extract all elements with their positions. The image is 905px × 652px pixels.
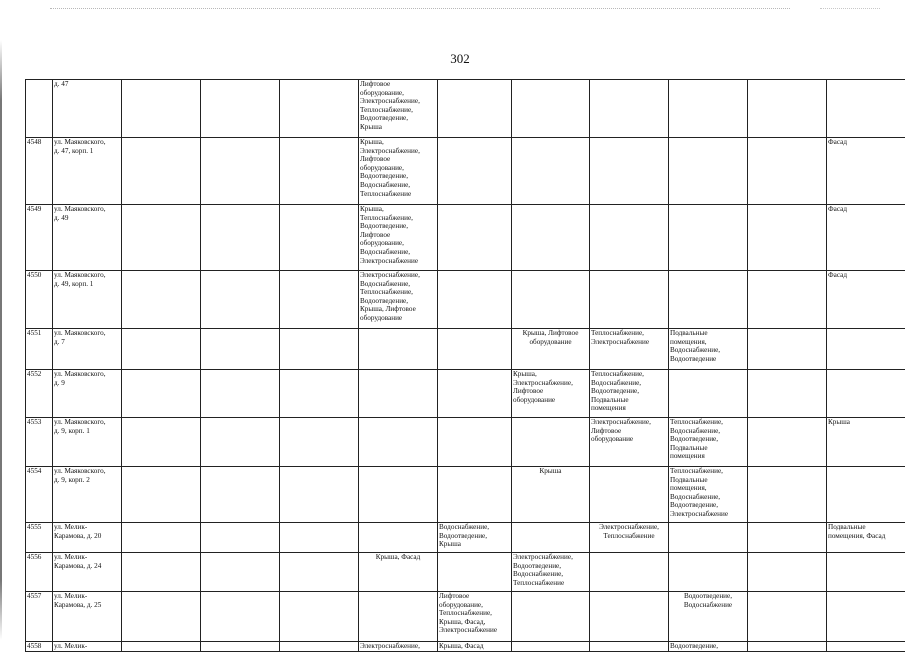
works-cell	[280, 271, 359, 329]
row-number-cell	[26, 80, 53, 138]
works-cell	[669, 205, 748, 271]
row-number-cell: 4548	[26, 138, 53, 205]
works-cell	[438, 329, 512, 370]
works-cell	[438, 138, 512, 205]
works-cell	[590, 205, 669, 271]
works-cell	[280, 553, 359, 592]
address-cell: ул. Маяковского, д. 7	[53, 329, 122, 370]
works-cell	[438, 418, 512, 467]
works-cell: Крыша, Лифтовое оборудование	[512, 329, 590, 370]
works-cell: Водоотведение, Водоснабжение	[669, 592, 748, 642]
works-cell: Электроснабжение, Водоотведение, Водоснабжение, Теплоснабжение	[512, 553, 590, 592]
works-cell	[201, 370, 280, 418]
works-cell	[512, 418, 590, 467]
works-cell	[122, 418, 201, 467]
works-cell	[122, 80, 201, 138]
works-cell	[590, 80, 669, 138]
table-row	[26, 329, 905, 370]
works-cell	[748, 370, 827, 418]
works-cell	[122, 592, 201, 642]
works-cell	[280, 370, 359, 418]
works-cell	[122, 329, 201, 370]
table-row	[26, 642, 905, 652]
works-cell	[280, 329, 359, 370]
works-cell	[590, 553, 669, 592]
works-cell: Крыша	[827, 418, 905, 467]
scan-left-edge	[0, 40, 2, 640]
address-cell: ул. Маяковского, д. 9, корп. 2	[53, 467, 122, 523]
works-cell: Теплоснабжение, Подвальные помещения, Водоснабжение, Водоотведение, Электроснабжение	[669, 467, 748, 523]
address-cell: ул. Маяковского, д. 49	[53, 205, 122, 271]
works-cell	[512, 80, 590, 138]
works-cell: Водоотведение,	[669, 642, 748, 652]
works-cell	[512, 523, 590, 553]
works-cell	[669, 523, 748, 553]
address-cell: ул. Маяковского, д. 9, корп. 1	[53, 418, 122, 467]
works-cell	[748, 205, 827, 271]
works-cell	[748, 467, 827, 523]
works-cell: Крыша, Электроснабжение, Лифтовое оборудование, Водоотведение, Водоснабжение, Теплоснабжение	[359, 138, 438, 205]
works-cell	[122, 271, 201, 329]
works-cell	[359, 329, 438, 370]
works-cell: Лифтовое оборудование, Электроснабжение, Теплоснабжение, Водоотведение, Крыша	[359, 80, 438, 138]
page-number: 302	[440, 51, 480, 67]
works-cell	[748, 592, 827, 642]
row-number-cell: 4552	[26, 370, 53, 418]
address-cell: ул. Маяковского, д. 47, корп. 1	[53, 138, 122, 205]
row-number-cell: 4555	[26, 523, 53, 553]
works-cell	[827, 642, 905, 652]
works-cell	[201, 467, 280, 523]
table-row	[26, 370, 905, 418]
works-cell	[748, 80, 827, 138]
works-cell	[748, 271, 827, 329]
works-cell	[359, 418, 438, 467]
works-cell	[201, 205, 280, 271]
works-cell: Лифтовое оборудование, Теплоснабжение, Крыша, Фасад, Электроснабжение	[438, 592, 512, 642]
works-cell: Фасад	[827, 205, 905, 271]
works-cell	[280, 592, 359, 642]
works-cell	[748, 418, 827, 467]
works-cell	[201, 523, 280, 553]
works-cell	[669, 271, 748, 329]
works-cell: Электроснабжение,	[359, 642, 438, 652]
works-cell	[827, 467, 905, 523]
works-cell	[512, 271, 590, 329]
works-cell: Фасад	[827, 138, 905, 205]
table-row	[26, 138, 905, 205]
works-cell	[512, 205, 590, 271]
table-row	[26, 80, 905, 138]
works-cell	[122, 467, 201, 523]
table-row	[26, 418, 905, 467]
works-cell	[122, 523, 201, 553]
address-cell: ул. Маяковского, д. 49, корп. 1	[53, 271, 122, 329]
row-number-cell: 4551	[26, 329, 53, 370]
table-body	[26, 80, 905, 652]
table-row	[26, 205, 905, 271]
works-cell: Теплоснабжение, Водоснабжение, Водоотведение, Подвальные помещения	[590, 370, 669, 418]
address-cell: ул. Мелик-	[53, 642, 122, 652]
row-number-cell: 4557	[26, 592, 53, 642]
works-cell	[512, 642, 590, 652]
works-cell: Электроснабжение, Водоснабжение, Теплоснабжение, Водоотведение, Крыша, Лифтовое оборудование	[359, 271, 438, 329]
works-cell	[280, 205, 359, 271]
works-cell	[669, 370, 748, 418]
works-cell	[590, 138, 669, 205]
works-cell	[201, 271, 280, 329]
table-row	[26, 271, 905, 329]
row-number-cell: 4553	[26, 418, 53, 467]
works-cell	[748, 523, 827, 553]
address-cell: ул. Мелик- Карамова, д. 20	[53, 523, 122, 553]
works-cell	[438, 80, 512, 138]
works-cell	[827, 329, 905, 370]
works-cell	[748, 329, 827, 370]
works-cell: Электроснабжение, Теплоснабжение	[590, 523, 669, 553]
works-cell	[438, 205, 512, 271]
works-cell	[827, 370, 905, 418]
works-cell	[438, 370, 512, 418]
works-cell	[827, 592, 905, 642]
works-cell	[122, 642, 201, 652]
works-cell	[359, 467, 438, 523]
works-cell	[590, 467, 669, 523]
row-number-cell: 4550	[26, 271, 53, 329]
works-cell	[359, 592, 438, 642]
works-cell: Теплоснабжение, Электроснабжение	[590, 329, 669, 370]
works-cell	[201, 138, 280, 205]
works-cell	[280, 80, 359, 138]
works-cell	[438, 271, 512, 329]
scan-noise-line-right	[820, 8, 880, 9]
works-cell	[359, 370, 438, 418]
works-cell	[280, 523, 359, 553]
works-cell	[748, 553, 827, 592]
works-cell	[590, 592, 669, 642]
row-number-cell: 4554	[26, 467, 53, 523]
works-cell	[827, 80, 905, 138]
address-cell: ул. Мелик- Карамова, д. 25	[53, 592, 122, 642]
row-number-cell: 4558	[26, 642, 53, 652]
table-row	[26, 553, 905, 592]
works-cell	[669, 553, 748, 592]
works-cell	[201, 592, 280, 642]
works-cell	[512, 138, 590, 205]
works-cell	[748, 642, 827, 652]
works-cell: Водоснабжение, Водоотведение, Крыша	[438, 523, 512, 553]
works-cell	[438, 553, 512, 592]
works-cell	[280, 418, 359, 467]
works-cell: Крыша, Фасад	[438, 642, 512, 652]
works-cell	[512, 592, 590, 642]
table-row	[26, 523, 905, 553]
address-cell: ул. Маяковского, д. 9	[53, 370, 122, 418]
works-cell	[827, 553, 905, 592]
works-cell	[590, 642, 669, 652]
works-cell	[280, 138, 359, 205]
works-cell: Подвальные помещения, Водоснабжение, Водоотведение	[669, 329, 748, 370]
table-row	[26, 467, 905, 523]
works-cell	[280, 467, 359, 523]
works-cell	[201, 418, 280, 467]
scan-noise-line	[50, 8, 790, 9]
works-cell: Крыша	[512, 467, 590, 523]
works-schedule-table	[25, 79, 905, 652]
works-cell	[201, 329, 280, 370]
works-cell: Крыша, Электроснабжение, Лифтовое оборудование	[512, 370, 590, 418]
works-cell	[122, 205, 201, 271]
works-cell	[669, 80, 748, 138]
works-cell	[590, 271, 669, 329]
row-number-cell: 4549	[26, 205, 53, 271]
works-cell	[122, 370, 201, 418]
works-cell: Электроснабжение, Лифтовое оборудование	[590, 418, 669, 467]
table-row	[26, 592, 905, 642]
works-cell	[669, 138, 748, 205]
works-cell	[122, 138, 201, 205]
row-number-cell: 4556	[26, 553, 53, 592]
works-cell	[201, 80, 280, 138]
works-cell	[748, 138, 827, 205]
works-cell: Крыша, Теплоснабжение, Водоотведение, Лифтовое оборудование, Водоснабжение, Электроснабжение	[359, 205, 438, 271]
works-cell: Теплоснабжение, Водоснабжение, Водоотведение, Подвальные помещения	[669, 418, 748, 467]
works-cell: Подвальные помещения, Фасад	[827, 523, 905, 553]
works-cell	[438, 467, 512, 523]
works-cell	[280, 642, 359, 652]
works-cell	[201, 642, 280, 652]
address-cell: д. 47	[53, 80, 122, 138]
works-cell	[122, 553, 201, 592]
address-cell: ул. Мелик- Карамова, д. 24	[53, 553, 122, 592]
works-cell	[359, 523, 438, 553]
works-cell: Фасад	[827, 271, 905, 329]
works-cell	[201, 553, 280, 592]
works-cell: Крыша, Фасад	[359, 553, 438, 592]
